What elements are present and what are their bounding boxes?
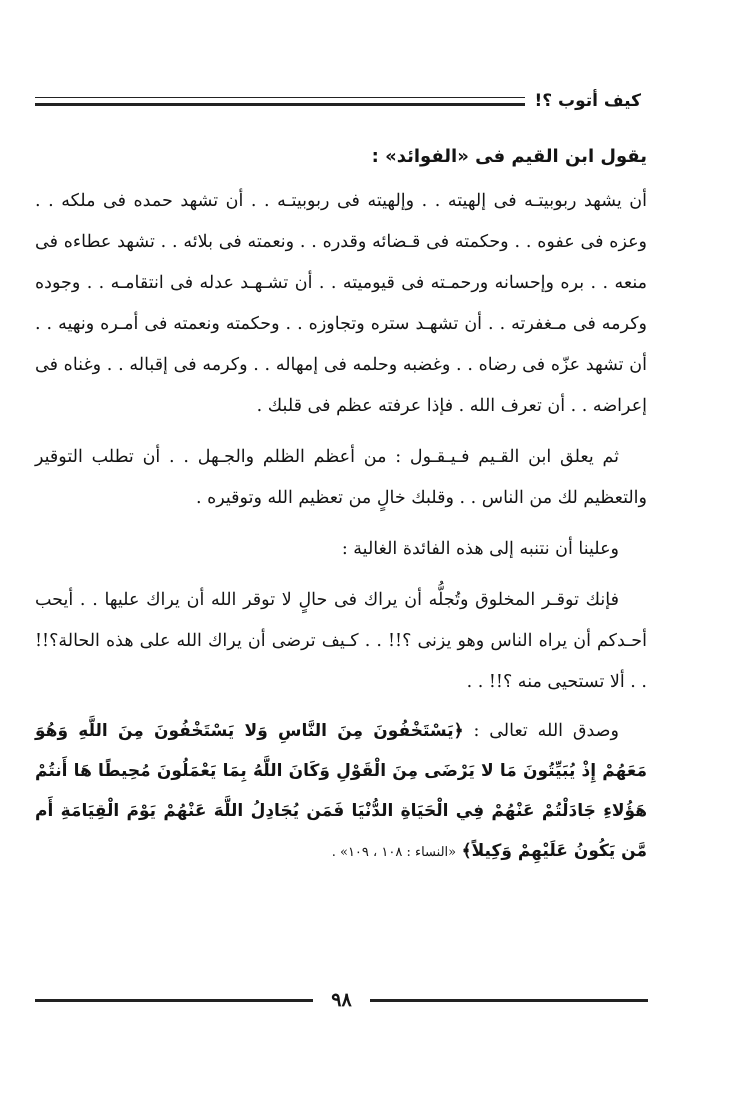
quran-verse-text: ﴿يَسْتَخْفُونَ مِنَ النَّاسِ وَلا يَسْتَخْفُونَ مِنَ اللَّهِ وَهُوَ مَعَهُمْ إِذْ يُبَيِّتُونَ مَا لا يَرْضَى مِنَ الْقَوْلِ وَكَانَ اللَّهُ بِمَا يَعْمَلُونَ مُحِيطًا هَا أَنتُمْ هَؤُلاءِ جَادَلْتُمْ عَنْهُمْ فِي الْحَيَاةِ الدُّنْيَا فَمَن يُجَادِلُ اللَّهَ عَنْهُمْ يَوْمَ الْقِيَامَةِ أَم مَّن يَكُونُ عَلَيْهِمْ وَكِيلاً﴾ [35,721,647,861]
paragraph-lesson-intro: وعلينا أن نتنبه إلى هذه الفائدة الغالية : [341,539,619,559]
quran-intro: وصدق الله تعالى : [473,721,619,741]
paragraph-quote-fawaid: أن يشهد ربوبيتـه فى إلهيته . . وإلهيته فى ربوبيتـه . . أن تشهد حمده فى ملكه . . وعزه فى عفوه . . وحكمته فى قـضائه وقدره . . ونعمته فى بلائه . . تشهد عطاءه فى منعه . . بره وإحسانه ورحمـته فى قيوميته . . أن تشـهـد عدله فى انتقامـه . . وجوده وكرمه فى مـغفرته . . أن تشهـد ستره وتجاوزه . . وحكمته ونعمته فى أمـره ونهيه . . أن تشهد عزّه فى رضاه . . وغضبه وحلمه فى إمهاله . . وكرمه فى إقباله . . وغناه فى إعراضه . . أن تعرف الله . فإذا عرفته عظم فى قلبك . [35,191,647,416]
paragraph-reflection: فإنك توقـر المخلوق وتُجلُّه أن يراك فى حالٍ لا توقر الله أن يراك عليها . . أيحب أحـدكم أن يراه الناس وهو يزنى ؟!! . . كـيف ترضى أن يراك الله على هذه الحالة؟!! . . ألا تستحيى منه ؟!! . . [35,590,647,692]
page-number: ٩٨ [331,988,352,1011]
footer-rule-right [370,999,648,1002]
quran-quotation [35,711,647,873]
header-double-rule [35,97,525,106]
page-footer [35,985,648,1015]
section-subheading: يقول ابن القيم فى «الفوائد» : [371,146,647,167]
running-title: كيف أتوب ؟! [534,90,641,111]
quran-citation: «النساء : ١٠٨ ، ١٠٩» . [331,845,457,860]
footer-rule-left [35,999,313,1002]
page-body [35,136,647,873]
running-header [35,86,641,116]
paragraph-commentary: ثم يعلق ابن القـيم فـيـقـول : من أعظم الظلم والجـهل . . أن تطلب التوقير والتعظيم لك من الناس . . وقلبك خالٍ من تعظيم الله وتوقيره . [35,447,647,508]
